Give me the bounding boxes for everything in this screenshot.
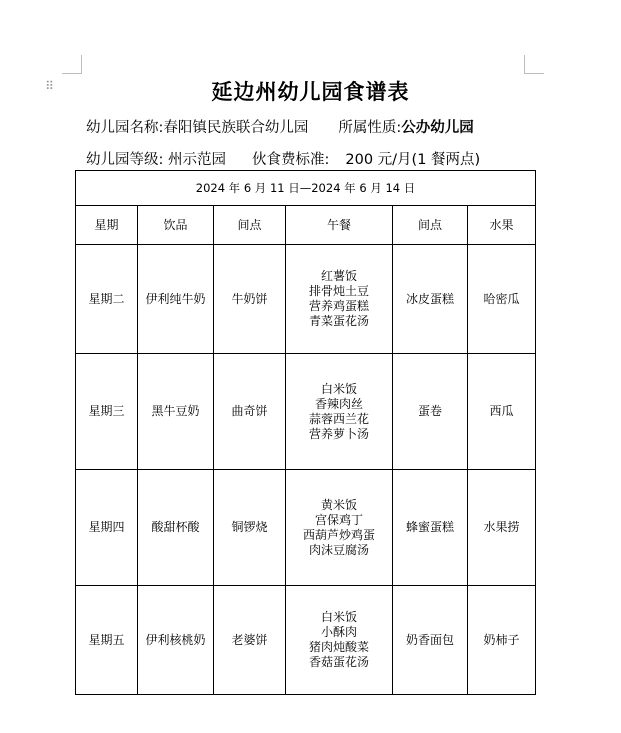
snack-1-cell: 老婆饼 <box>214 586 286 695</box>
drink-cell: 酸甜杯酸 <box>138 470 214 586</box>
lunch-item: 营养鸡蛋糕 <box>308 299 369 313</box>
table-row <box>76 586 536 695</box>
fee-value: 200 元/月(1 餐两点) <box>345 152 481 168</box>
table-row <box>76 245 536 354</box>
snack-2-cell: 奶香面包 <box>393 586 468 695</box>
lunch-cell <box>286 470 393 586</box>
lunch-item: 白米饭 <box>320 610 357 624</box>
margin-guide-top-right <box>524 73 544 74</box>
fee-label: 伙食费标准: <box>252 152 330 168</box>
lunch-cell <box>286 354 393 470</box>
header-snack-2: 间点 <box>393 206 468 245</box>
lunch-item: 小酥肉 <box>320 625 357 639</box>
fruit-cell: 哈密瓜 <box>468 245 536 354</box>
margin-guide-top-left <box>62 73 82 74</box>
kindergarten-name-label: 幼儿园名称: <box>86 120 164 136</box>
header-day: 星期 <box>76 206 138 245</box>
info-line-1 <box>86 116 474 137</box>
margin-guide-top-left <box>81 55 82 74</box>
lunch-item: 排骨炖土豆 <box>308 284 369 298</box>
info-line-2 <box>86 148 480 169</box>
drink-cell: 伊利核桃奶 <box>138 586 214 695</box>
grade-label: 幼儿园等级: <box>86 152 164 168</box>
lunch-item: 青菜蛋花汤 <box>308 314 369 328</box>
drink-cell: 伊利纯牛奶 <box>138 245 214 354</box>
lunch-cell <box>286 245 393 354</box>
day-cell: 星期五 <box>76 586 138 695</box>
drag-handle-icon[interactable]: ⠿ <box>45 79 55 93</box>
snack-1-cell: 曲奇饼 <box>214 354 286 470</box>
kindergarten-name-value: 春阳镇民族联合幼儿园 <box>163 120 309 136</box>
lunch-item: 西葫芦炒鸡蛋 <box>302 527 375 542</box>
page-title: 延边州幼儿园食谱表 <box>211 79 410 104</box>
header-lunch: 午餐 <box>286 206 393 245</box>
day-cell: 星期三 <box>76 354 138 470</box>
lunch-item: 黄米饭 <box>320 497 357 512</box>
drink-cell: 黑牛豆奶 <box>138 354 214 470</box>
fruit-cell: 奶柿子 <box>468 586 536 695</box>
snack-2-cell: 蜂蜜蛋糕 <box>393 470 468 586</box>
grade-value: 州示范园 <box>168 152 226 168</box>
snack-1-cell: 铜锣烧 <box>214 470 286 586</box>
lunch-item: 营养萝卜汤 <box>308 426 369 441</box>
table-row <box>76 470 536 586</box>
fruit-cell: 西瓜 <box>468 354 536 470</box>
lunch-item: 肉沫豆腐汤 <box>308 542 369 557</box>
header-row <box>76 206 536 245</box>
header-snack-1: 间点 <box>214 206 286 245</box>
date-range: 2024 年 6 月 11 日—2024 年 6 月 14 日 <box>76 171 536 206</box>
lunch-cell <box>286 586 393 695</box>
day-cell: 星期四 <box>76 470 138 586</box>
fruit-cell: 水果捞 <box>468 470 536 586</box>
lunch-item: 猪肉炖酸菜 <box>308 640 369 654</box>
lunch-item: 红薯饭 <box>320 269 357 283</box>
snack-2-cell: 蛋卷 <box>393 354 468 470</box>
lunch-item: 香辣肉丝 <box>314 396 363 411</box>
snack-1-cell: 牛奶饼 <box>214 245 286 354</box>
nature-label: 所属性质: <box>338 120 402 136</box>
snack-2-cell: 冰皮蛋糕 <box>393 245 468 354</box>
header-drink: 饮品 <box>138 206 214 245</box>
nature-value: 公办幼儿园 <box>401 120 474 136</box>
margin-guide-top-right <box>524 55 525 74</box>
lunch-item: 蒜蓉西兰花 <box>308 411 369 426</box>
day-cell: 星期二 <box>76 245 138 354</box>
lunch-item: 宫保鸡丁 <box>314 512 363 527</box>
lunch-item: 香菇蛋花汤 <box>308 655 369 669</box>
date-row <box>76 171 536 206</box>
lunch-item: 白米饭 <box>320 381 357 396</box>
header-fruit: 水果 <box>468 206 536 245</box>
menu-table <box>75 170 536 695</box>
table-row <box>76 354 536 470</box>
